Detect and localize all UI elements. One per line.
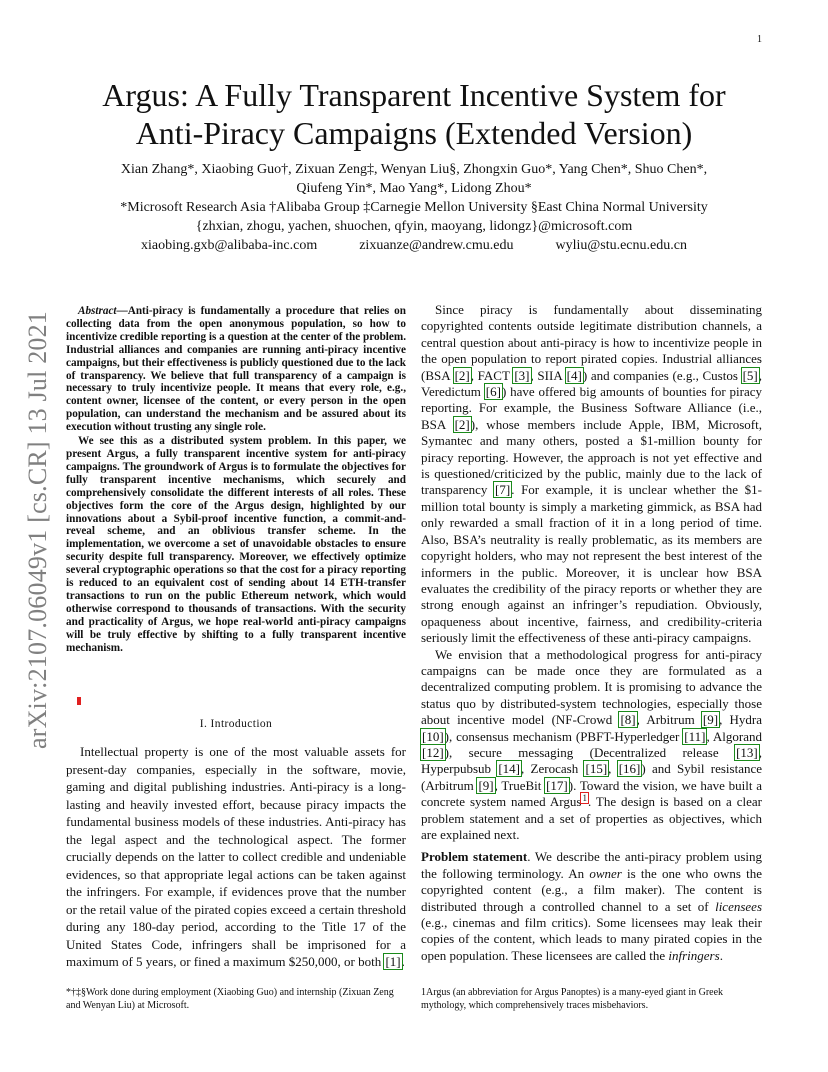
text: , SIIA: [530, 367, 566, 383]
citation-link[interactable]: [2]: [454, 416, 470, 432]
text: ), secure messaging (Decentralized release: [444, 744, 736, 760]
citation-link[interactable]: [16]: [618, 761, 641, 777]
text: is the one who owns the copyrighted content (e.g., a film maker). The content is distributed through a controlled channel to a set of: [421, 865, 763, 914]
citation-link[interactable]: [10]: [422, 728, 444, 744]
abstract-paragraph-2: We see this as a distributed system problem. In this paper, we present Argus, a fully transparent incentive system for anti-piracy campaigns. The groundwork of Argus is to formulate the objectives for fully transparent incentive mechanisms, which securely and comprehensively consolidate the different interests of all roles. These objectives form the core of the Argus design, highlighted by our innovations about a Sybil-proof incentive function, a commit-and-reveal scheme, and an oblivious transfer scheme. In the implementation, we overcome a set of unavoidable obstacles to ensure security despite full transparency. Moreover, we effectively optimize several cryptographic operations so that the cost for a piracy reporting is reduced to an equivalent cost of sending about 14 ETH-transfer transactions to run on the public Ethereum network, which would otherwise correspond to thousands of transactions. With the security and practicality of Argus, we hope real-world anti-piracy campaigns will be truly effective by shifting to a fully transparent incentive mechanism.: [66, 435, 406, 654]
author-block: [60, 160, 768, 255]
arxiv-identifier[interactable]: arXiv:2107.06049v1 [cs.CR] 13 Jul 2021: [23, 310, 52, 750]
citation-link[interactable]: [9]: [702, 712, 719, 728]
footnote-left-text: *†‡§Work done during employment (Xiaobing Guo) and internship (Zixuan Zeng and Wenyan Liu) at Microsoft.: [66, 987, 394, 1011]
author-list-1: Xian Zhang*, Xiaobing Guo†, Zixuan Zeng‡, Wenyan Liu§, Zhongxin Guo*, Yang Chen*, Shuo Chen*,: [120, 162, 708, 177]
citation-link[interactable]: [11]: [684, 728, 706, 744]
citation-link[interactable]: [8]: [620, 712, 636, 728]
citation-link[interactable]: [1]: [385, 954, 401, 969]
intro-text: Intellectual property is one of the most valuable assets for present-day companies, especially in the software, movie, gaming and digital publishing industries. Anti-piracy is a long-lasting and heavily invested effort, because piracy impacts the fundamental business models of these industries. Anti-piracy has the legal aspect and the technological aspect. The former crucially depends on the latter to collect credible and undeniable evidences, so that appropriate legal actions can be taken against the infringers. For example, if evidences prove that the number or the retail value of the pirated copies exceed a certain threshold during any 180-day period, according to the Title 17 of the United States Code, infringers shall be imprisoned for a maximum of 5 years, or fined a maximum $250,000, or both: [66, 744, 406, 969]
title-line-2: Anti-Piracy Campaigns (Extended Version): [135, 115, 693, 151]
right-paragraph-2: [421, 647, 762, 844]
term-owner: owner: [589, 865, 622, 881]
citation-link[interactable]: [12]: [422, 744, 444, 760]
email-others: [60, 236, 768, 255]
text: ) have offered big amounts of bounties for piracy reporting. For example, the Business Software Alliance (i.e., BSA: [421, 384, 762, 432]
text: ), consensus mechanism (PBFT-Hyperledger: [444, 728, 684, 744]
abstract-text-1: —Anti-piracy is fundamentally a procedure that relies on collecting data from the open anonymous population, so how to incentivize credible reporting is a question at the center of the problem. Industrial alliances and companies are running anti-piracy incentive campaigns, but their effectiveness is publicly questioned due to the lack of transparency. We believe that full transparency of a campaign is necessary to truly incentivize people. It means that every role, e.g., content owner, licensee of the content, or every person in the open population, can understand the mechanism and be assured about its execution without trusting any single role.: [66, 305, 406, 434]
citation-link[interactable]: [15]: [585, 761, 608, 777]
page-number: 1: [757, 34, 762, 45]
footnote-right: [421, 987, 762, 1012]
author-list-2: Qiufeng Yin*, Mao Yang*, Lidong Zhou*: [296, 181, 532, 196]
introduction-right: [421, 302, 762, 964]
arxiv-sidebar: [8, 300, 68, 760]
abstract-label: Abstract: [78, 305, 117, 317]
text: , Veredictum: [421, 367, 762, 400]
text: , TrueBit: [494, 777, 546, 793]
text: , Zerocash: [521, 761, 585, 777]
introduction-left: [66, 743, 406, 971]
title-line-1: Argus: A Fully Transparent Incentive System for: [102, 77, 726, 113]
citation-link[interactable]: [5]: [742, 367, 758, 383]
text: . We describe the anti-piracy problem using the following terminology. An: [421, 849, 762, 881]
affiliations: *Microsoft Research Asia †Alibaba Group ‡Carnegie Mellon University §East China Normal University: [120, 200, 708, 215]
citation-link[interactable]: [4]: [566, 367, 582, 383]
abstract: [66, 305, 406, 654]
text: ), whose members include Apple, IBM, Microsoft, Symantec and many others, posted a $1-million bounty for piracy reporting. However, the approach is not yet effective and is questioned/criticized by the public, mainly due to the lack of transparency: [421, 416, 762, 498]
text: , Hydra: [719, 712, 763, 728]
problem-statement-label: Problem statement: [421, 849, 528, 865]
text: (e.g., cinemas and film critics). Some licensees may leak their copies of the content, which leads to many pirated copies in the open population. These licensees are called the: [421, 915, 762, 963]
text: . The design is based on a clear problem statement and a set of properties as objectives, which are explained next.: [421, 794, 762, 842]
citation-link[interactable]: [6]: [485, 384, 501, 400]
text: . For example, it is unclear whether the $1-million total bounty is simply a marketing gimmick, as BSA had only rewarded a small fraction of it in a long period of time. Also, BSA’s neutrality is really problematic, as its members are copyright holders, who may not represent the best interest of the informers in the public. Moreover, it is unclear how BSA evaluates the credibility of the piracy reports or whether they are strong enough against an infringer’s repudiation. Obviously, opaqueness about incentive, fairness, and credibility-criteria seriously limit the effectiveness of these anti-piracy campaigns.: [421, 482, 762, 646]
text: .: [719, 947, 723, 963]
text: , FACT: [470, 367, 514, 383]
intro-paragraph-1: [66, 743, 406, 971]
abstract-paragraph-1: [66, 305, 406, 434]
citation-link[interactable]: [17]: [546, 777, 568, 793]
text: ) and companies (e.g., Custos: [582, 367, 742, 383]
footnote-right-text: 1Argus (an abbreviation for Argus Panoptes) is a many-eyed giant in Greek mythology, which comprehensively traces misbehaviors.: [421, 987, 724, 1011]
text: ,: [608, 761, 618, 777]
footnote-left: [66, 987, 406, 1012]
term-infringers: infringers: [668, 947, 720, 963]
footnote-link[interactable]: 1: [582, 792, 587, 803]
right-paragraph-1: [421, 302, 762, 647]
text: We envision that a methodological progress for anti-piracy campaigns can be made once they are formulated as a decentralized computing problem. It is promising to advance the status quo by distributed-system technologies, especially those about incentive model (NF-Crowd: [421, 646, 762, 728]
citation-link[interactable]: [9]: [478, 777, 494, 793]
text: Since piracy is fundamentally about disseminating copyrighted contents outside legitimate distribution channels, a central question about anti-piracy is how to incentivize people in the open population to report pirated copies. Industrial alliances (BSA: [421, 302, 762, 383]
text: , Arbitrum: [636, 712, 702, 728]
intro-text-end: .: [401, 954, 405, 969]
email-alibaba: xiaobing.gxb@alibaba-inc.com: [141, 238, 318, 253]
section-heading-introduction: I. Introduction: [199, 718, 273, 730]
text: , Algorand: [706, 728, 762, 744]
text: , Hyperpubsub: [421, 744, 762, 777]
citation-link[interactable]: [13]: [736, 744, 758, 760]
paper-title: [60, 76, 768, 152]
citation-link[interactable]: [3]: [514, 367, 530, 383]
citation-link[interactable]: [7]: [495, 482, 511, 498]
citation-link[interactable]: [2]: [454, 367, 470, 383]
email-cmu: zixuanze@andrew.cmu.edu: [359, 238, 514, 253]
problem-statement-paragraph: [421, 849, 762, 964]
email-ecnu: wyliu@stu.ecnu.edu.cn: [555, 238, 687, 253]
text: ). Toward the vision, we have built a concrete system named Argus: [421, 777, 762, 810]
email-microsoft: {zhxian, zhogu, yachen, shuochen, qfyin, maoyang, lidongz}@microsoft.com: [195, 219, 633, 234]
text: ) and Sybil resistance (Arbitrum: [421, 761, 763, 793]
citation-link[interactable]: [14]: [498, 761, 521, 777]
red-annotation-marker: [77, 697, 81, 705]
term-licensees: licensees: [715, 898, 762, 914]
